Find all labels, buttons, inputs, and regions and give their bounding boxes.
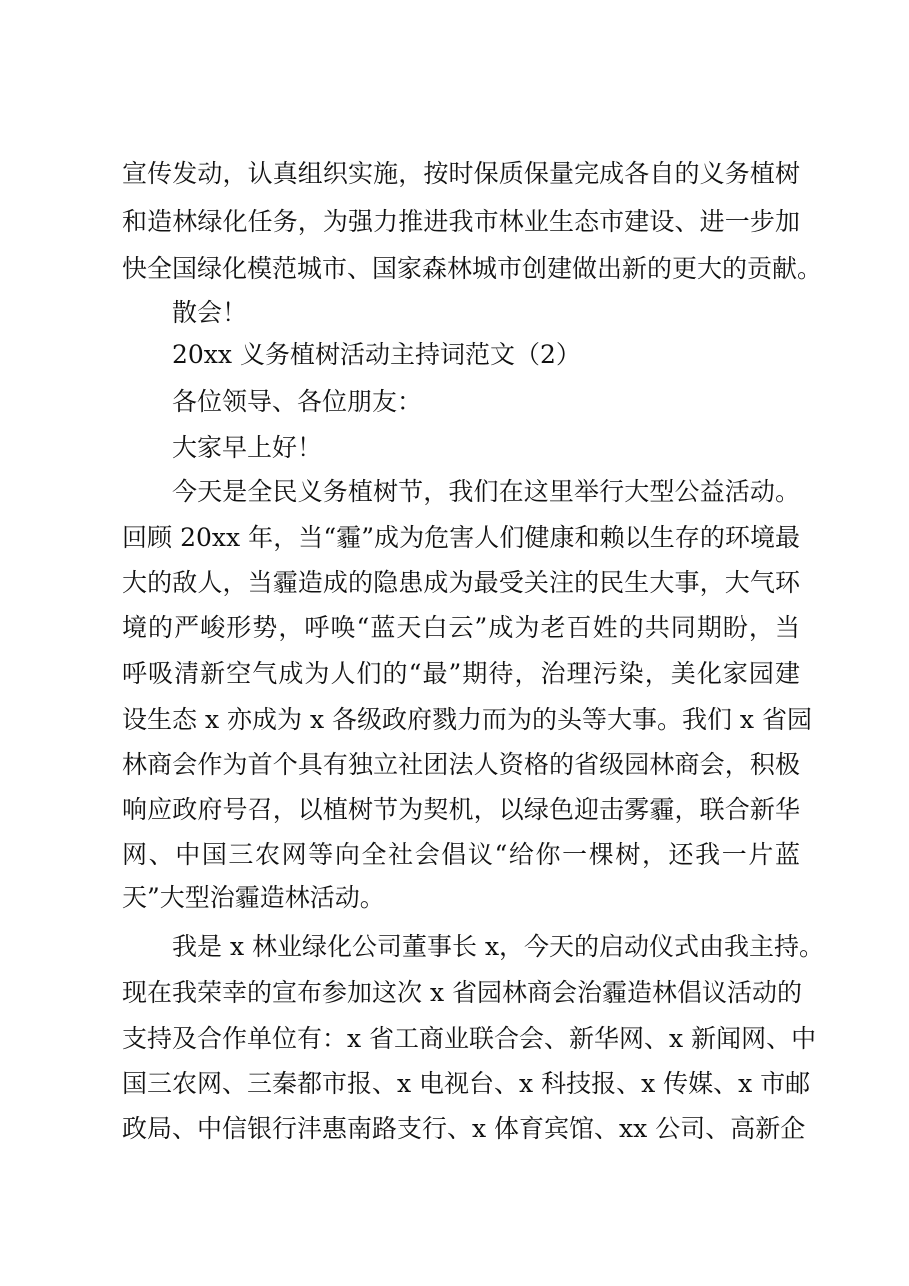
body-text-line: 境的严峻形势，呼唤“蓝天白云”成为老百姓的共同期盼，当 xyxy=(122,613,800,642)
paragraph-end-line: 天”大型治霾造林活动。 xyxy=(122,883,385,912)
body-text-line: 呼吸清新空气成为人们的“最”期待，治理污染，美化家园建 xyxy=(122,659,800,688)
body-text-line: 政局、中信银行沣惠南路支行、x 体育宾馆、xx 公司、高新企 xyxy=(122,1114,806,1143)
body-text-line: 网、中国三农网等向全社会倡议“给你一棵树，还我一片蓝 xyxy=(122,840,800,869)
body-text-line: 国三农网、三秦都市报、x 电视台、x 科技报、x 传媒、x 市邮 xyxy=(122,1069,811,1098)
salutation-line: 各位领导、各位朋友： xyxy=(172,387,423,416)
section-title: 20xx 义务植树活动主持词范文（2） xyxy=(172,340,581,369)
body-text-line: 响应政府号召，以植树节为契机，以绿色迎击雾霾，联合新华 xyxy=(122,795,800,824)
body-text-line: 回顾 20xx 年，当“霾”成为危害人们健康和赖以生存的环境最 xyxy=(122,523,800,552)
body-text-line: 现在我荣幸的宣布参加这次 x 省园林商会治霾造林倡议活动的 xyxy=(122,978,802,1007)
body-text-line: 林商会作为首个具有独立社团法人资格的省级园林商会，积极 xyxy=(122,750,800,779)
body-text-line: 宣传发动，认真组织实施，按时保质保量完成各自的义务植树 xyxy=(122,159,800,188)
body-text-line: 快全国绿化模范城市、国家森林城市创建做出新的更大的贡献。 xyxy=(122,254,823,283)
body-text-line: 设生态 x 亦成为 x 各级政府戮力而为的头等大事。我们 x 省园 xyxy=(122,705,812,734)
body-text-line: 支持及合作单位有：x 省工商业联合会、新华网、x 新闻网、中 xyxy=(122,1024,817,1053)
paragraph-start-line: 我是 x 林业绿化公司董事长 x，今天的启动仪式由我主持。 xyxy=(172,932,825,961)
body-text-line: 和造林绿化任务，为强力推进我市林业生态市建设、进一步加 xyxy=(122,207,800,236)
greeting-line: 大家早上好！ xyxy=(172,433,323,462)
closing-line: 散会！ xyxy=(172,298,248,327)
paragraph-start-line: 今天是全民义务植树节，我们在这里举行大型公益活动。 xyxy=(172,477,800,506)
body-text-line: 大的敌人，当霾造成的隐患成为最受关注的民生大事，大气环 xyxy=(122,568,800,597)
